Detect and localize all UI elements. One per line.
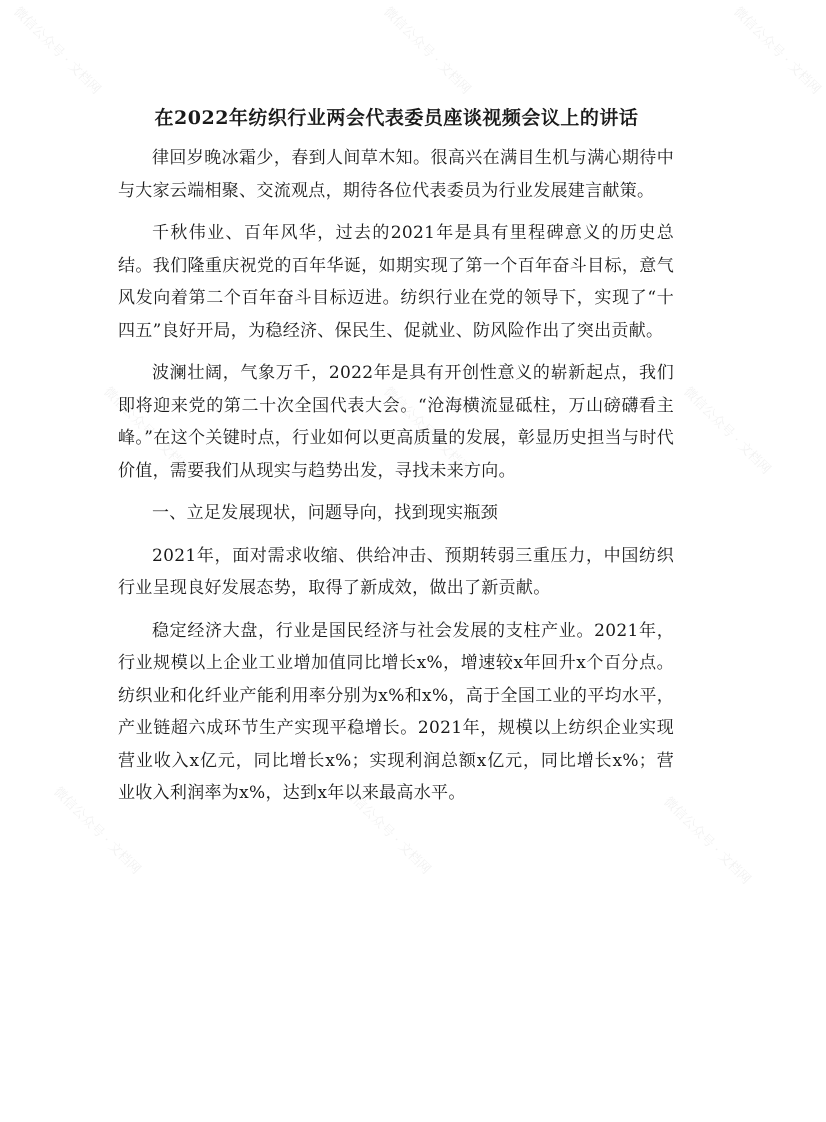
paragraph-review-2021: 千秋伟业、百年风华，过去的2021年是具有里程碑意义的历史总结。我们隆重庆祝党的百年华诞，如期实现了第一个百年奋斗目标，意气风发向着第二个百年奋斗目标迈进。纺织行业在党的领导下，实现了“十四五”良好开局，为稳经济、保民生、促就业、防风险作出了突出贡献。 (118, 223, 674, 341)
paragraph-outlook-2022: 波澜壮阔，气象万千，2022年是具有开创性意义的崭新起点，我们即将迎来党的第二十次全国代表大会。“沧海横流显砥柱，万山磅礴看主峰。”在这个关键时点，行业如何以更高质量的发展，彰显历史担当与时代价值，需要我们从现实与趋势出发，寻找未来方向。 (118, 363, 674, 481)
document-title: 在2022年纺织行业两会代表委员座谈视频会议上的讲话 (154, 107, 639, 129)
watermark: 微信公众号 · 文档网 (660, 794, 754, 888)
watermark: 微信公众号 · 文档网 (50, 784, 144, 878)
watermark: 微信公众号 · 文档网 (380, 384, 474, 478)
watermark: 微信公众号 · 文档网 (380, 4, 474, 98)
watermark: 微信公众号 · 文档网 (100, 384, 194, 478)
paragraph-economic-data: 稳定经济大盘，行业是国民经济与社会发展的支柱产业。2021年，行业规模以上企业工业增加值同比增长x%，增速较x年回升x个百分点。纺织业和化纤业产能利用率分别为x%和x%，高于全国工业的平均水平，产业链超六成环节生产实现平稳增长。2021年，规模以上纺织企业实现营业收入x亿元，同比增长x%；实现利润总额x亿元，同比增长x%；营业收入利润率为x%，达到x年以来最高水平。 (118, 620, 674, 803)
paragraph-2021-overview: 2021年，面对需求收缩、供给冲击、预期转弱三重压力，中国纺织行业呈现良好发展态势，取得了新成效，做出了新贡献。 (118, 545, 674, 598)
paragraph-opening: 律回岁晚冰霜少，春到人间草木知。很高兴在满目生机与满心期待中与大家云端相聚、交流观点，期待各位代表委员为行业发展建言献策。 (118, 148, 674, 201)
watermark: 微信公众号 · 文档网 (10, 4, 104, 98)
watermark: 微信公众号 · 文档网 (340, 784, 434, 878)
watermark: 微信公众号 · 文档网 (730, 4, 824, 98)
document-body (118, 142, 674, 820)
watermark: 微信公众号 · 文档网 (680, 384, 774, 478)
section-heading-1: 一、立足发展现状，问题导向，找到现实瓶颈 (152, 503, 498, 523)
